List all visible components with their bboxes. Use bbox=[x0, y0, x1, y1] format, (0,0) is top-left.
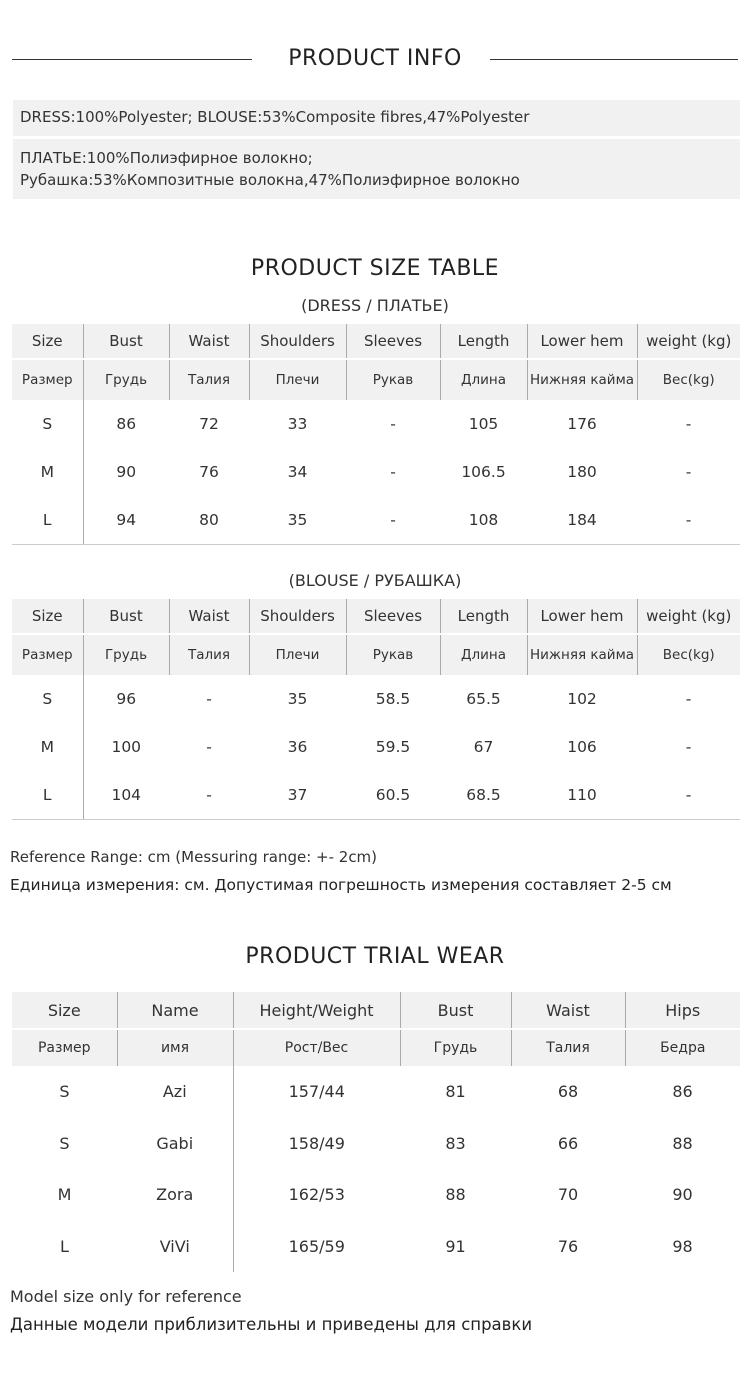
table-cell: 180 bbox=[567, 463, 597, 481]
table-cell: 83 bbox=[445, 1133, 466, 1153]
table-cell: 88 bbox=[672, 1133, 693, 1153]
table-row bbox=[12, 1066, 740, 1118]
table-cell: 102 bbox=[567, 690, 597, 708]
header-row-ru bbox=[12, 1029, 740, 1066]
table-cell: Azi bbox=[117, 1066, 233, 1118]
column-header-ru: Плечи bbox=[249, 359, 346, 400]
column-header: Shoulders bbox=[249, 324, 346, 359]
table-cell: 100 bbox=[111, 738, 142, 756]
column-header-ru: Грудь bbox=[83, 359, 169, 400]
table-cell: M bbox=[12, 448, 83, 496]
table-cell: 91 bbox=[445, 1236, 466, 1256]
model-note-en: Model size only for reference bbox=[10, 1287, 242, 1306]
table-cell: 86 bbox=[116, 415, 137, 433]
table-cell: 36 bbox=[287, 738, 308, 756]
table-cell: 88 bbox=[445, 1185, 466, 1205]
table-cell: S bbox=[59, 1082, 70, 1102]
column-header-ru: Нижняя кайма bbox=[527, 634, 637, 675]
table-cell: - bbox=[206, 690, 212, 708]
table-cell: 105 bbox=[468, 415, 499, 433]
reference-range-note: Reference Range: cm (Messuring range: +- 2cm) bbox=[10, 848, 378, 866]
table-cell: 176 bbox=[567, 415, 597, 433]
column-header: Lower hem bbox=[527, 599, 637, 634]
table-row bbox=[12, 771, 740, 820]
table-cell: 35 bbox=[249, 496, 346, 545]
table-cell: 33 bbox=[287, 415, 308, 433]
table-cell: L bbox=[12, 496, 83, 545]
table-row bbox=[12, 675, 740, 723]
column-header-ru: Вес(kg) bbox=[637, 634, 740, 675]
composition-en bbox=[13, 100, 740, 136]
column-header: Hips bbox=[625, 992, 740, 1029]
column-header-ru: Размер bbox=[12, 359, 83, 400]
column-header-ru: имя bbox=[117, 1029, 233, 1066]
column-header: Height/Weight bbox=[233, 992, 400, 1029]
table-cell: 106.5 bbox=[461, 463, 506, 481]
table-cell: 67 bbox=[473, 738, 494, 756]
table-cell: L bbox=[12, 771, 83, 820]
column-header: Length bbox=[440, 599, 527, 634]
column-header-ru: Талия bbox=[169, 634, 249, 675]
table-cell: 81 bbox=[445, 1082, 466, 1102]
table-cell: 80 bbox=[169, 496, 249, 545]
column-header: Waist bbox=[511, 992, 625, 1029]
column-header: Shoulders bbox=[249, 599, 346, 634]
header-row-ru bbox=[12, 634, 740, 675]
table-cell: S bbox=[59, 1133, 70, 1153]
table-cell: 106 bbox=[567, 738, 597, 756]
column-header: Bust bbox=[83, 324, 169, 359]
table-cell: Gabi bbox=[117, 1118, 233, 1170]
table-row bbox=[12, 1221, 740, 1273]
table-cell: - bbox=[685, 415, 692, 433]
column-header-ru: Нижняя кайма bbox=[527, 359, 637, 400]
table-cell: - bbox=[206, 738, 212, 756]
table-cell: 165/59 bbox=[288, 1236, 345, 1256]
table-cell: 90 bbox=[116, 463, 137, 481]
table-cell: 158/49 bbox=[288, 1133, 345, 1153]
table-cell: - bbox=[685, 463, 692, 481]
table-cell: 76 bbox=[557, 1236, 579, 1256]
column-header-ru: Плечи bbox=[249, 634, 346, 675]
table-cell: 94 bbox=[83, 496, 169, 545]
table-cell: - bbox=[637, 496, 740, 545]
table-cell: Zora bbox=[117, 1169, 233, 1221]
composition-en-text: DRESS:100%Polyester; BLOUSE:53%Composite fibres,47%Polyester bbox=[20, 108, 530, 126]
header-row bbox=[12, 992, 740, 1029]
column-header-ru: Грудь bbox=[83, 634, 169, 675]
column-header: Sleeves bbox=[346, 599, 440, 634]
composition-ru bbox=[13, 139, 740, 199]
table-cell: 66 bbox=[557, 1133, 579, 1153]
trial-wear-title: PRODUCT TRIAL WEAR bbox=[245, 944, 505, 969]
table-cell: S bbox=[12, 675, 83, 723]
column-header: Size bbox=[12, 324, 83, 359]
table-cell: M bbox=[57, 1185, 72, 1205]
column-header: Length bbox=[440, 324, 527, 359]
blouse-subtitle: (BLOUSE / РУБАШКА) bbox=[288, 571, 462, 590]
table-cell: - bbox=[390, 463, 396, 481]
column-header-ru: Длина bbox=[440, 634, 527, 675]
table-cell: 37 bbox=[249, 771, 346, 820]
table-cell: 65.5 bbox=[466, 690, 501, 708]
model-note-ru: Данные модели приблизительны и приведены для справки bbox=[10, 1315, 533, 1334]
column-header-ru: Рукав bbox=[346, 359, 440, 400]
table-cell: 86 bbox=[672, 1082, 693, 1102]
column-header-ru: Рукав bbox=[346, 634, 440, 675]
column-header: Waist bbox=[169, 599, 249, 634]
table-cell: 90 bbox=[672, 1185, 693, 1205]
table-cell: 110 bbox=[527, 771, 637, 820]
column-header-ru: Размер bbox=[12, 1029, 117, 1066]
column-header: Lower hem bbox=[527, 324, 637, 359]
composition-ru-line2: Рубашка:53%Композитные волокна,47%Полиэфирное волокно bbox=[20, 171, 520, 189]
column-header-ru: Вес(kg) bbox=[637, 359, 740, 400]
table-cell: 162/53 bbox=[288, 1185, 345, 1205]
table-cell: - bbox=[685, 690, 692, 708]
trial-wear-table bbox=[12, 992, 740, 1272]
header-row bbox=[12, 324, 740, 359]
table-cell: 35 bbox=[287, 690, 308, 708]
column-header-ru: Талия bbox=[169, 359, 249, 400]
column-header: Bust bbox=[400, 992, 511, 1029]
table-cell: - bbox=[169, 771, 249, 820]
column-header: Name bbox=[117, 992, 233, 1029]
column-header: Size bbox=[12, 599, 83, 634]
table-cell: 96 bbox=[116, 690, 137, 708]
table-row bbox=[12, 723, 740, 771]
table-cell: 68.5 bbox=[440, 771, 527, 820]
table-cell: 60.5 bbox=[346, 771, 440, 820]
table-cell: 184 bbox=[527, 496, 637, 545]
table-row bbox=[12, 1169, 740, 1221]
table-cell: 59.5 bbox=[375, 738, 411, 756]
dress-subtitle: (DRESS / ПЛАТЬЕ) bbox=[301, 296, 449, 315]
table-row bbox=[12, 1118, 740, 1170]
table-cell: 76 bbox=[199, 463, 219, 481]
column-header: Waist bbox=[169, 324, 249, 359]
column-header: weight (kg) bbox=[637, 599, 740, 634]
column-header-ru: Грудь bbox=[400, 1029, 511, 1066]
header-row-ru bbox=[12, 359, 740, 400]
column-header: Bust bbox=[83, 599, 169, 634]
table-cell: - bbox=[390, 415, 396, 433]
table-cell: 34 bbox=[287, 463, 308, 481]
column-header-ru: Размер bbox=[12, 634, 83, 675]
column-header: Sleeves bbox=[346, 324, 440, 359]
table-cell: 70 bbox=[557, 1185, 579, 1205]
column-header-ru: Длина bbox=[440, 359, 527, 400]
table-cell: S bbox=[12, 400, 83, 448]
table-row bbox=[12, 448, 740, 496]
table-cell: - bbox=[637, 771, 740, 820]
column-header-ru: Бедра bbox=[625, 1029, 740, 1066]
column-header: weight (kg) bbox=[637, 324, 740, 359]
table-cell: 68 bbox=[557, 1082, 579, 1102]
header-row bbox=[12, 599, 740, 634]
table-cell: 157/44 bbox=[288, 1082, 345, 1102]
blouse-size-table bbox=[12, 599, 740, 820]
table-cell: 72 bbox=[199, 415, 219, 433]
table-cell: M bbox=[12, 723, 83, 771]
column-header-ru: Рост/Вес bbox=[233, 1029, 400, 1066]
composition-ru-line1: ПЛАТЬЕ:100%Полиэфирное волокно; bbox=[20, 149, 313, 167]
measurement-note-ru: Единица измерения: см. Допустимая погрешность измерения составляет 2-5 см bbox=[10, 876, 672, 894]
column-header-ru: Талия bbox=[511, 1029, 625, 1066]
table-cell: 98 bbox=[672, 1236, 693, 1256]
product-info-title: PRODUCT INFO bbox=[288, 46, 462, 71]
table-row bbox=[12, 400, 740, 448]
dress-size-table bbox=[12, 324, 740, 545]
column-header: Size bbox=[12, 992, 117, 1029]
table-cell: - bbox=[346, 496, 440, 545]
table-cell: - bbox=[685, 738, 692, 756]
table-cell: L bbox=[60, 1236, 69, 1256]
table-cell: ViVi bbox=[117, 1221, 233, 1273]
table-cell: 104 bbox=[83, 771, 169, 820]
size-table-title: PRODUCT SIZE TABLE bbox=[250, 256, 500, 281]
table-row bbox=[12, 496, 740, 545]
table-cell: 108 bbox=[440, 496, 527, 545]
table-cell: 58.5 bbox=[375, 690, 411, 708]
